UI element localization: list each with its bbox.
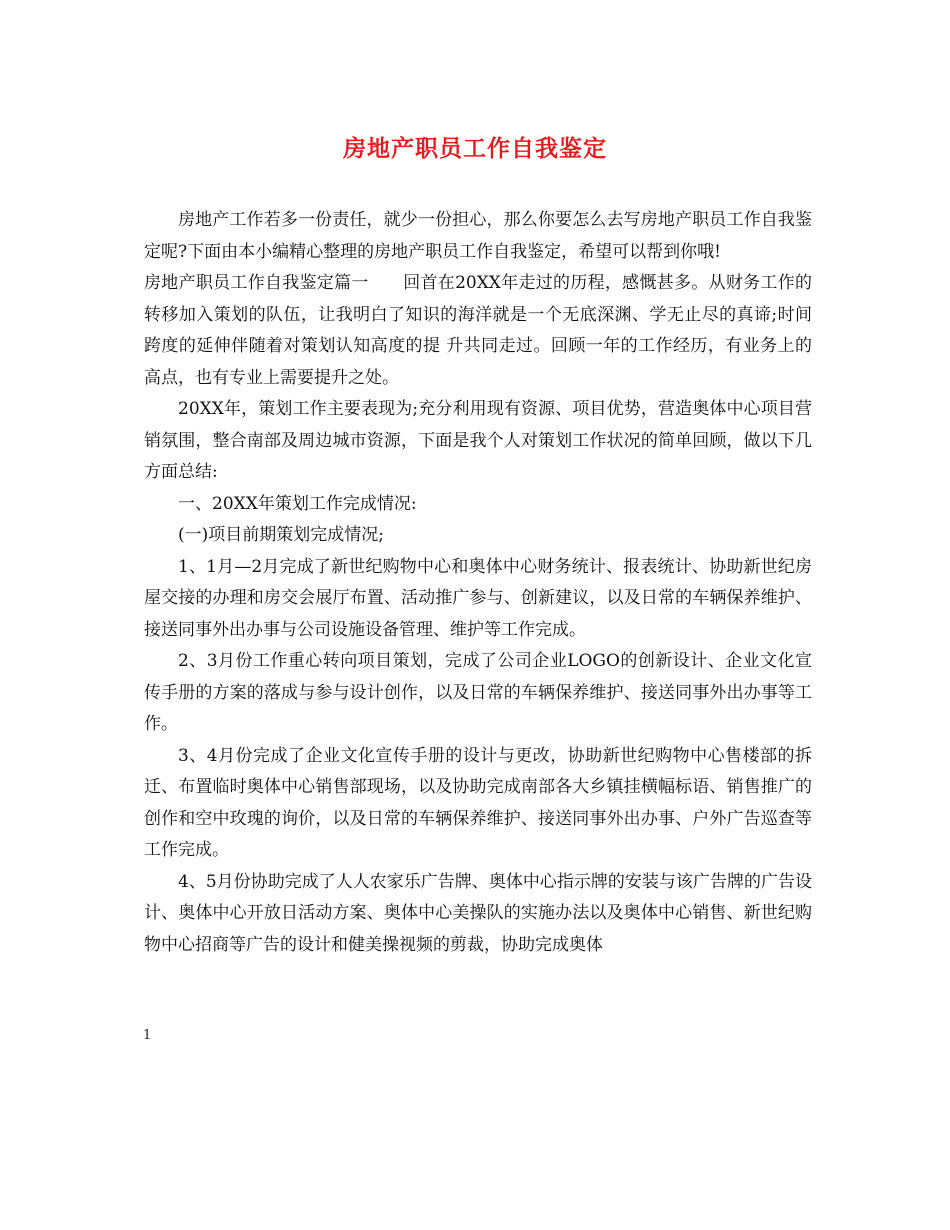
page-title: 房地产职员工作自我鉴定 bbox=[343, 135, 607, 162]
list-item: 3、4月份完成了企业文化宣传手册的设计与更改，协助新世纪购物中心售楼部的拆迁、布置临时奥体中心销售部现场，以及协助完成南部各大乡镇挂横幅标语、销售推广的创作和空中玫瑰的询价，以及日常的车辆保养维护、接送同事外出办事、户外广告巡查等工作完成。 bbox=[144, 745, 812, 860]
page-number: 1 bbox=[143, 1028, 152, 1043]
paragraph-summary: 20XX年，策划工作主要表现为;充分利用现有资源、项目优势，营造奥体中心项目营销氛围，整合南部及周边城市资源，下面是我个人对策划工作状况的简单回顾，做以下几方面总结: bbox=[144, 399, 812, 482]
document-body bbox=[144, 205, 812, 961]
paragraph-intro: 房地产工作若多一份责任，就少一份担心，那么你要怎么去写房地产职员工作自我鉴定呢?下面由本小编精心整理的房地产职员工作自我鉴定，希望可以帮到你哦! bbox=[144, 210, 812, 262]
section-heading: 一、20XX年策划工作完成情况: bbox=[178, 493, 417, 514]
paragraph-part-one: 房地产职员工作自我鉴定篇一 回首在20XX年走过的历程，感慨甚多。从财务工作的转移加入策划的队伍，让我明白了知识的海洋就是一个无底深渊、学无止尽的真谛;时间跨度的延伸伴随着对策划认知高度的提 升共同走过。回顾一年的工作经历，有业务上的高点，也有专业上需要提升之处。 bbox=[144, 273, 812, 388]
list-item: 4、5月份协助完成了人人农家乐广告牌、奥体中心指示牌的安装与该广告牌的广告设计、奥体中心开放日活动方案、奥体中心美操队的实施办法以及奥体中心销售、新世纪购物中心招商等广告的设计和健美操视频的剪裁，协助完成奥体 bbox=[144, 871, 812, 955]
subsection-heading: (一)项目前期策划完成情况; bbox=[178, 525, 384, 545]
list-item: 2、3月份工作重心转向项目策划，完成了公司企业LOGO的创新设计、企业文化宣传手册的方案的落成与参与设计创作，以及日常的车辆保养维护、接送同事外出办事等工作。 bbox=[144, 651, 812, 734]
list-item: 1、1月—2月完成了新世纪购物中心和奥体中心财务统计、报表统计、协助新世纪房屋交接的办理和房交会展厅布置、活动推广参与、创新建议，以及日常的车辆保养维护、接送同事外出办事与公司设施设备管理、维护等工作完成。 bbox=[144, 556, 812, 640]
